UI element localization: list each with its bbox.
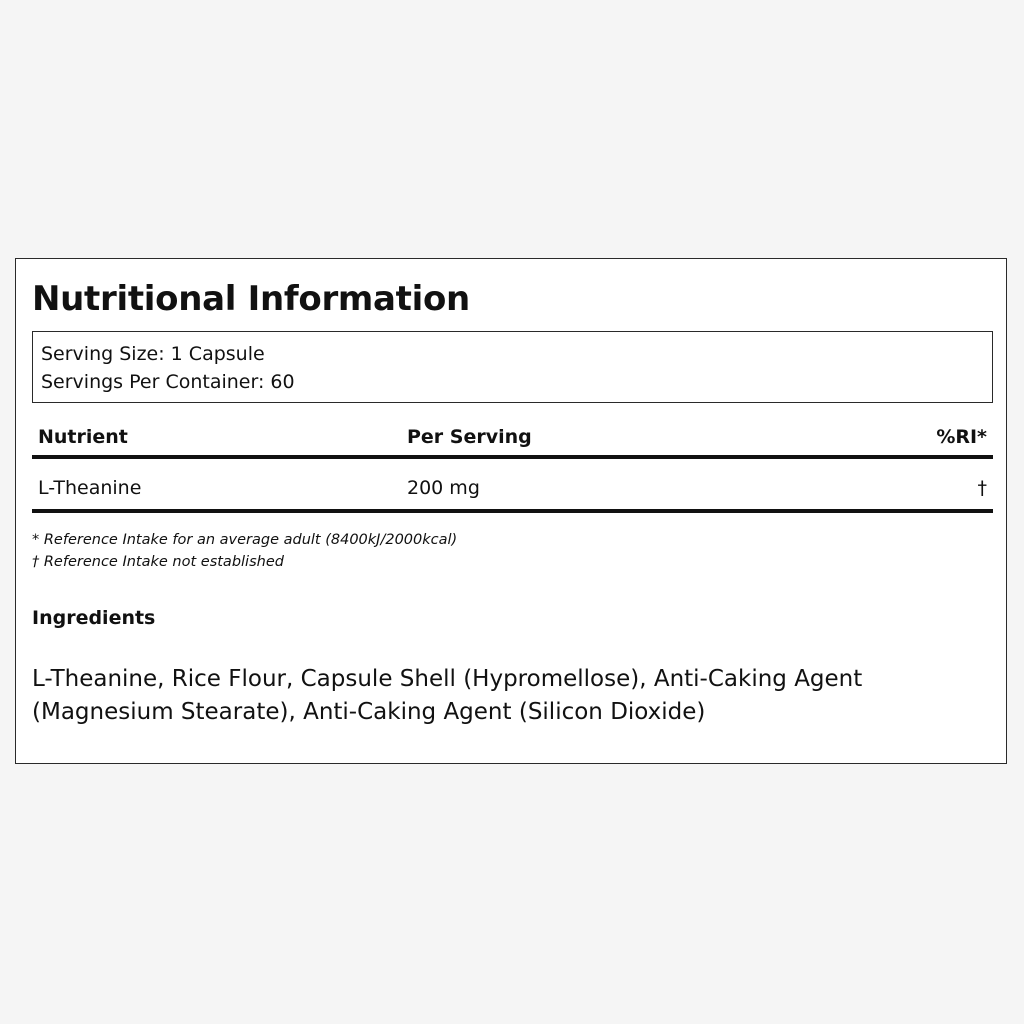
header-nutrient: Nutrient <box>38 426 128 448</box>
footnote-not-established: † Reference Intake not established <box>32 554 284 570</box>
nutrition-label-panel <box>15 258 1007 764</box>
serving-info-box <box>32 331 993 403</box>
footnote-reference-intake: * Reference Intake for an average adult (8400kJ/2000kcal) <box>32 532 458 548</box>
nutrient-table <box>32 417 993 513</box>
row-nutrient: L-Theanine <box>38 477 142 499</box>
header-per-serving: Per Serving <box>407 426 532 448</box>
header-ri: %RI* <box>936 426 987 448</box>
table-row <box>32 459 993 505</box>
table-header-row <box>32 417 993 455</box>
row-ri: † <box>977 477 987 499</box>
serving-size: Serving Size: 1 Capsule <box>41 343 265 365</box>
ingredients-text: L-Theanine, Rice Flour, Capsule Shell (Hypromellose), Anti-Caking Agent (Magnesium Stearate), Anti-Caking Agent (Silicon Dioxide) <box>32 666 863 725</box>
row-per-serving: 200 mg <box>407 477 480 499</box>
footnotes <box>32 529 457 573</box>
ingredients-heading: Ingredients <box>32 607 156 629</box>
servings-per-container: Servings Per Container: 60 <box>41 371 295 393</box>
label-title: Nutritional Information <box>32 279 470 319</box>
table-bottom-divider <box>32 509 993 513</box>
